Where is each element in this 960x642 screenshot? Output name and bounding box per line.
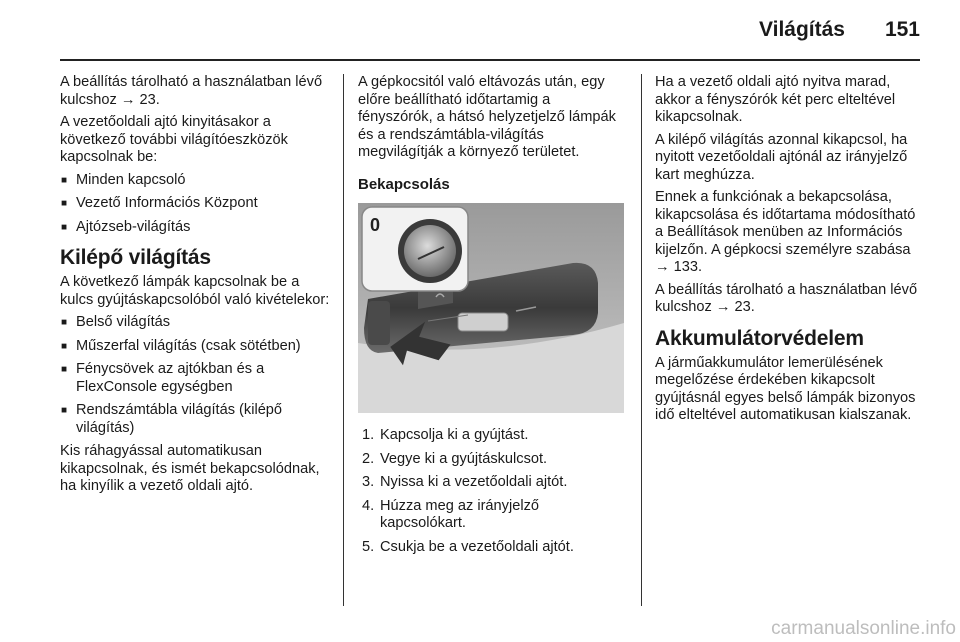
column-1 [60,74,332,501]
indicator-stalk-image [358,203,624,413]
step-item: 3. Nyissa ki a vezetőoldali ajtót. [362,474,568,490]
paragraph: A következő lámpák kapcsolnak be a kulcs gyújtáskapcsolóból való kivételekor: [60,274,330,308]
stalk-illustration [358,203,624,413]
paragraph: A kilépő világítás azonnal kikapcsol, ha nyitott vezetőoldali ajtónál az irányjelző kart meghúzza. [655,131,908,183]
paragraph: Ha a vezető oldali ajtó nyitva marad, akkor a fényszórók két perc elteltével kikapcsolnak. [655,74,896,125]
column-divider-1 [343,74,344,606]
paragraph: Ennek a funkciónak a bekapcsolása, kikapcsolása és időtartama módosítható a Beállítások menüben az Információs kijelzőn. A gépkocsi személyre szabása → 133. [655,189,916,275]
bullet-item: ■ Ajtózseb-világítás [60,219,332,237]
step-item: 5. Csukja be a vezetőoldali ajtót. [362,538,574,555]
bullet-item: ■ Rendszámtábla világítás (kilépő világítás) [60,402,332,437]
section-heading: Akkumulátorvédelem [655,326,864,350]
paragraph: A vezetőoldali ajtó kinyitásakor a következő további világítóeszközök kapcsolnak be: [60,114,288,165]
paragraph: Kis ráhagyással automatikusan kikapcsolnak, és ismét bekapcsolódnak, ha kinyílik a vezető oldali ajtó. [60,443,320,494]
bullet-item: ■ Vezető Információs Központ [60,195,332,213]
step-text: Húzza meg az irányjelző kapcsolókart. [380,497,539,531]
bullet-item: ■ Fénycsövek az ajtókban és a FlexConsole egységben [60,361,332,396]
bullet-item: ■ Belső világítás [60,314,332,332]
step-text: Vegye ki a gyújtáskulcsot. [380,450,548,467]
dial-position-label: 0 [370,215,381,235]
bullet-item: ■ Minden kapcsoló [60,172,332,190]
step-text: Kapcsolja ki a gyújtást. [380,427,529,443]
step-item: 2. Vegye ki a gyújtáskulcsot. [362,450,548,467]
section-title: Világítás [759,18,845,41]
paragraph: A beállítás tárolható a használatban lévő kulcshoz → 23. [655,281,918,315]
column-2 [358,74,626,562]
watermark: carmanualsonline.info [771,618,956,639]
subheading: Bekapcsolás [358,175,450,193]
column-divider-2 [641,74,642,606]
column-3 [655,74,925,430]
paragraph: A gépkocsitól való eltávozás után, egy előre beállítható időtartamig a fényszórók, a hátsó helyzetjelző lámpák és a rendszámtábla-világítás megvilágítják a környező területet. [358,74,616,160]
page-header [0,0,960,60]
step-text: Nyissa ki a vezetőoldali ajtót. [380,474,568,490]
paragraph: A járműakkumulátor lemerülésének megelőzése érdekében kikapcsolt gyújtásnál egyes belső lámpák bizonyos idő elteltével automatikusan kialszanak. [655,354,916,423]
step-text: Csukja be a vezetőoldali ajtót. [380,538,574,555]
step-item: 4. Húzza meg az irányjelző kapcsolókart. [362,497,539,531]
bullet-item: ■ Műszerfal világítás (csak sötétben) [60,338,332,356]
step-item: 1. Kapcsolja ki a gyújtást. [362,427,529,443]
section-heading: Kilépő világítás [60,246,211,269]
header-rule [60,59,920,61]
paragraph: A beállítás tárolható a használatban lévő kulcshoz → 23. [60,74,323,108]
page-number: 151 [884,18,920,41]
